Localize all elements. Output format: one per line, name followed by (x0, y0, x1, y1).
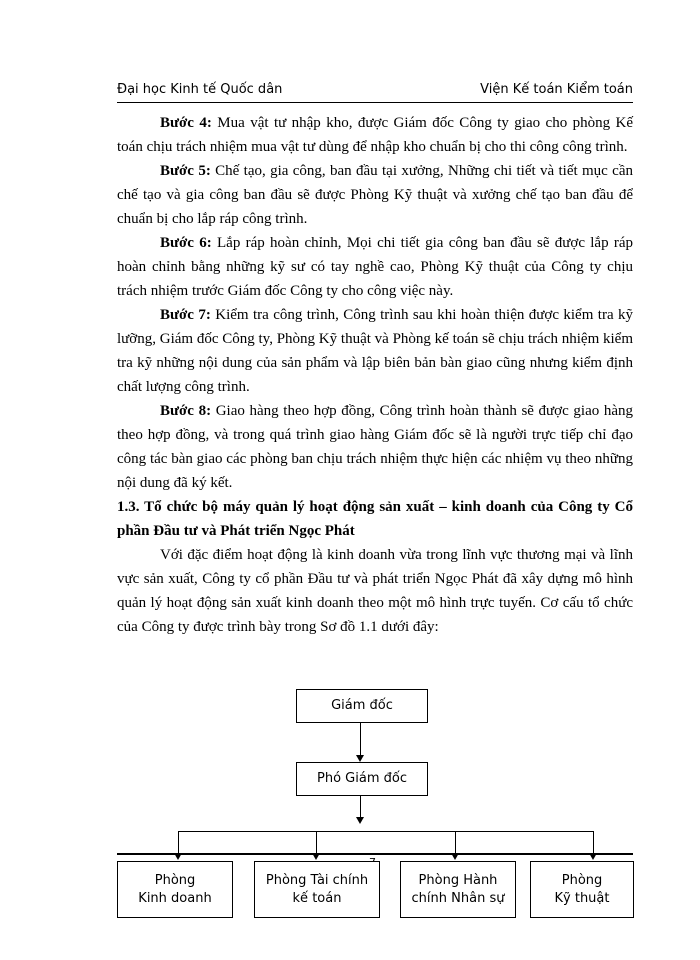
department-box-sales (117, 861, 233, 918)
department-line-1: Phòng Tài chính (265, 872, 369, 888)
connector-line (316, 831, 317, 854)
arrow-head (356, 817, 364, 824)
step-label: Bước 7: (160, 307, 211, 323)
header-institute: Viện Kế toán Kiểm toán (480, 82, 633, 97)
director-label: Giám đốc (331, 698, 393, 713)
department-box-finance (254, 861, 380, 918)
department-line-2: Kinh doanh (138, 890, 212, 906)
department-line-1: Phòng Hành (418, 872, 498, 888)
footer-rule (117, 853, 633, 855)
director-box (296, 689, 428, 723)
branch-line (178, 831, 593, 832)
paragraph-step-5 (117, 159, 633, 231)
department-line-2: chính Nhân sự (411, 890, 505, 906)
header-university: Đại học Kinh tế Quốc dân (117, 82, 283, 97)
section-heading: 1.3. Tổ chức bộ máy quản lý hoạt động sản xuất – kinh doanh của Công ty Cổ phần Đầu tư và Phát triển Ngọc Phát (117, 499, 633, 539)
paragraph-step-4 (117, 111, 633, 159)
deputy-director-box (296, 762, 428, 796)
document-body (117, 111, 633, 639)
paragraph-step-6 (117, 231, 633, 303)
step-text: Kiểm tra công trình, Công trình sau khi hoàn thiện được kiểm tra kỹ lưỡng, Giám đốc Công ty, Phòng Kỹ thuật và Phòng kế toán sẽ chịu trách nhiệm kiểm tra kỹ những nội dung của sản phẩm và lập biên bản bàn giao cũng nhưng kiểm định chất lượng công trình. (117, 307, 633, 395)
page-header (117, 80, 633, 103)
paragraph-step-8 (117, 399, 633, 495)
department-line-2: Kỹ thuật (554, 890, 610, 906)
connector-line (178, 831, 179, 854)
department-line-1: Phòng (561, 872, 603, 888)
connector-line (360, 722, 361, 756)
intro-paragraph: Với đặc điểm hoạt động là kinh doanh vừa trong lĩnh vực thương mại và lĩnh vực sản xuất, Công ty cổ phần Đầu tư và phát triển Ngọc Phát đã xây dựng mô hình quản lý hoạt động sản xuất kinh doanh theo một mô hình trực tuyến. Cơ cấu tổ chức của Công ty được trình bày trong Sơ đồ 1.1 dưới đây: (117, 547, 633, 635)
step-label: Bước 8: (160, 403, 212, 419)
paragraph-step-7 (117, 303, 633, 399)
step-label: Bước 5: (160, 163, 211, 179)
deputy-director-label: Phó Giám đốc (317, 771, 407, 786)
step-label: Bước 6: (160, 235, 212, 251)
step-text: Lắp ráp hoàn chỉnh, Mọi chi tiết gia công ban đầu sẽ được lắp ráp hoàn chỉnh bằng những kỹ sư có tay nghề cao, Phòng Kỹ thuật của Công ty chịu trách nhiệm trước Giám đốc Công ty cho công việc này. (117, 235, 634, 299)
department-line-1: Phòng (154, 872, 196, 888)
step-text: Giao hàng theo hợp đồng, Công trình hoàn thành sẽ được giao hàng theo hợp đồng, và trong quá trình giao hàng Giám đốc sẽ là người trực tiếp chỉ đạo công tác bàn giao các phòng ban chịu trách nhiệm thực hiện các nhiệm vụ theo những nội dung đã ký kết. (117, 403, 633, 491)
step-text: Chế tạo, gia công, ban đầu tại xưởng, Những chi tiết và tiết mục cần chế tạo và gia công ban đầu sẽ được Phòng Kỹ thuật và xưởng chế tạo ban đầu để chuẩn bị cho lắp ráp công trình. (117, 163, 633, 227)
department-box-hr (400, 861, 516, 918)
department-box-technical (530, 861, 634, 918)
connector-line (593, 831, 594, 854)
connector-line (455, 831, 456, 854)
step-label: Bước 4: (160, 115, 212, 131)
arrow-head (356, 755, 364, 762)
connector-line (360, 795, 361, 818)
step-text: Mua vật tư nhập kho, được Giám đốc Công ty giao cho phòng Kế toán chịu trách nhiệm mua vật tư dùng để nhập kho chuẩn bị cho thi công công trình. (117, 115, 634, 155)
department-line-2: kế toán (292, 890, 342, 906)
